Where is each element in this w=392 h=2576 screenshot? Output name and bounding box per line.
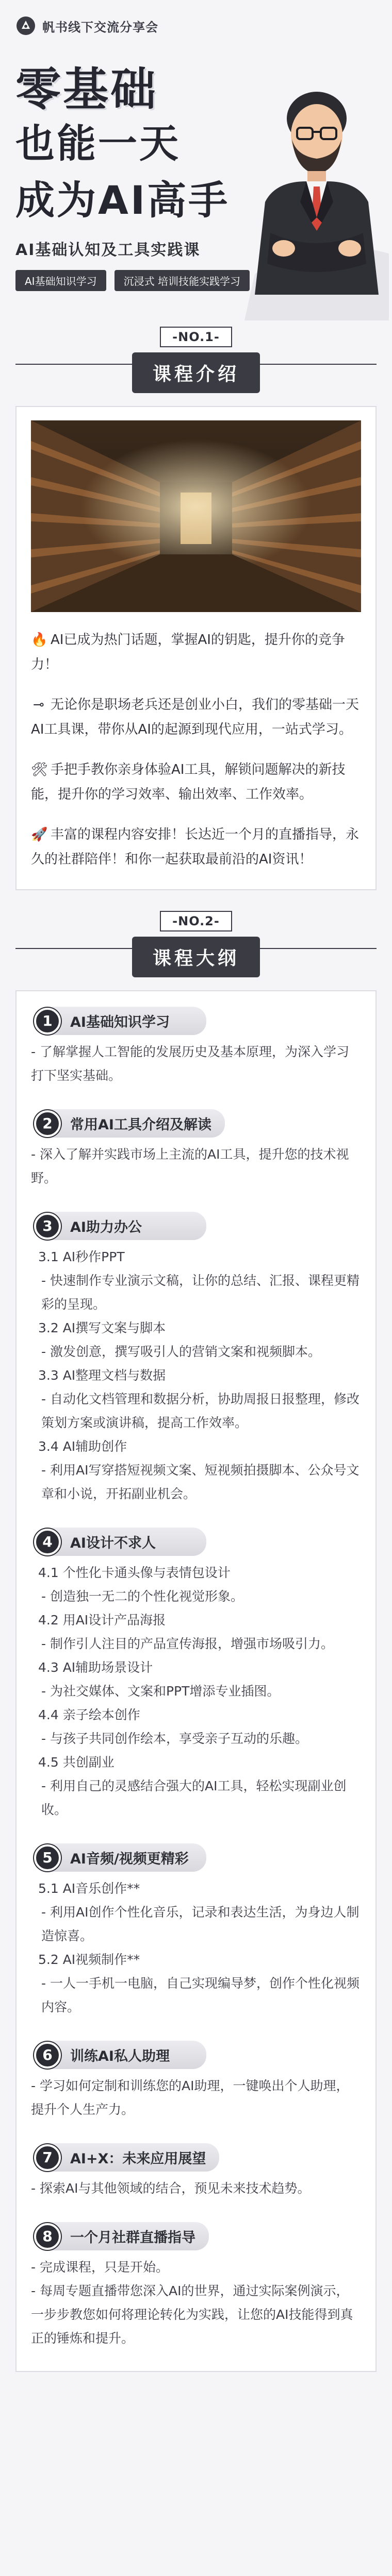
module-header [34,1843,361,1872]
section-intro-heading [0,318,392,406]
outline-module [31,1007,361,1088]
outline-module [31,2041,361,2122]
module-title: AI助力办公 [52,1212,206,1240]
submodule-title: 5.1 AI音乐创作** [38,1881,140,1896]
hero-tag: 沉浸式 培训技能实践学习 [115,270,250,291]
section-number: -NO.1- [160,327,232,347]
intro-paragraph [31,628,361,677]
submodule-description: - 利用AI写穿搭短视频文案、短视频拍摄脚本、公众号文章和小说，开拓副业机会。 [41,1463,360,1501]
section-title: 课程介绍 [132,352,260,393]
hero [0,40,392,318]
brand-logo-icon [15,15,36,36]
module-title: 训练AI私人助理 [52,2041,206,2069]
submodule-description: - 与孩子共同创作绘本，享受亲子互动的乐趣。 [41,1731,308,1746]
submodule-description: - 创造独一无二的个性化视觉形象。 [41,1589,243,1604]
submodule-description: - 快速制作专业演示文稿，让你的总结、汇报、课程更精彩的呈现。 [41,1273,360,1312]
module-title: AI基础知识学习 [52,1007,206,1035]
submodule-title: 3.1 AI秒作PPT [38,1249,125,1264]
module-header [34,2222,361,2250]
module-header [34,1109,361,1138]
module-description: - 探索AI与其他领域的结合，预见未来技术趋势。 [31,2181,311,2196]
module-number-badge: 2 [34,1110,61,1137]
hero-tag: AI基础知识学习 [15,270,106,291]
module-header [34,1007,361,1035]
module-description: - 学习如何定制和训练您的AI助理，一键唤出个人助理，提升个人生产力。 [31,2078,349,2117]
hero-tags [15,270,250,291]
submodule-description: - 激发创意，撰写吸引人的营销文案和视频脚本。 [41,1344,321,1359]
module-number-badge: 1 [34,1008,61,1035]
brand-name: 帆书线下交流分享会 [42,20,158,35]
section-outline-heading [0,903,392,990]
outline-module [31,1212,361,1506]
submodule-title: 4.2 用AI设计产品海报 [38,1613,166,1628]
module-title: 常用AI工具介绍及解读 [52,1109,225,1138]
submodule-title: 3.2 AI撰写文案与脚本 [38,1320,166,1335]
module-number-badge: 3 [34,1213,61,1240]
outline-module [31,2222,361,2350]
module-number-badge: 7 [34,2144,61,2171]
key-icon: ⊸ [33,697,44,713]
outline-module [31,2143,361,2200]
intro-text: AI已成为热门话题，掌握AI的钥匙，提升你的竞争力！ [31,632,345,672]
intro-paragraph [31,692,361,742]
submodule-title: 3.4 AI辅助创作 [38,1439,127,1454]
hero-title-line-2: 也能一天 [15,121,181,166]
submodule-title: 5.2 AI视频制作** [38,1952,140,1967]
hero-title-line-3: 成为AI高手 [15,177,230,223]
intro-paragraph [31,757,361,807]
submodule-description: - 制作引人注目的产品宣传海报，增强市场吸引力。 [41,1636,334,1651]
submodule-title: 4.1 个性化卡通头像与表情包设计 [38,1565,231,1580]
outline-module [31,1109,361,1190]
module-number-badge: 5 [34,1844,61,1871]
intro-paragraph [31,822,361,872]
submodule-title: 3.3 AI整理文档与数据 [38,1368,166,1383]
module-description: - 了解掌握人工智能的发展历史及基本原理，为深入学习打下坚实基础。 [31,1044,349,1083]
rocket-icon: 🚀 [31,827,48,842]
outline-module [31,1843,361,2019]
submodule-description: - 利用自己的灵感结合强大的AI工具，轻松实现副业创收。 [41,1778,347,1817]
module-title: AI设计不求人 [52,1528,206,1556]
submodule-title: 4.3 AI辅助场景设计 [38,1660,153,1675]
submodule-title: 4.4 亲子绘本创作 [38,1707,140,1722]
module-header [34,1212,361,1240]
module-number-badge: 4 [34,1529,61,1555]
module-number-badge: 6 [34,2042,61,2069]
submodule-description: - 自动化文档管理和数据分析，协助周报日报整理，修改策划方案或演讲稿，提高工作效率。 [41,1392,360,1430]
outline-module [31,1528,361,1822]
module-header [34,2041,361,2069]
hero-subtitle: AI基础认知及工具实践课 [15,241,201,259]
section-number: -NO.2- [160,911,232,931]
submodule-description: - 一人一手机一电脑，自己实现编导梦，创作个性化视频内容。 [41,1976,360,2014]
businessman-illustration [234,78,389,320]
submodule-description: - 为社交媒体、文案和PPT增添专业插图。 [41,1684,280,1699]
module-title: AI音频/视频更精彩 [52,1843,206,1872]
outline-card [15,990,377,2372]
intro-text: 丰富的课程内容安排！长达近一个月的直播指导，永久的社群陪伴！和你一起获取最前沿的AI资讯！ [31,827,360,867]
submodule-title: 4.5 共创副业 [38,1755,115,1770]
module-number-badge: 8 [34,2223,61,2250]
submodule-description: - 利用AI创作个性化音乐，记录和表达生活，为身边人制造惊喜。 [41,1905,360,1943]
intro-text: 手把手教你亲身体验AI工具，解锁问题解决的新技能，提升你的学习效率、输出效率、工作效率。 [31,762,346,802]
intro-card [15,406,377,890]
brand-row [0,0,392,40]
module-title: 一个月社群直播指导 [52,2222,209,2250]
library-photo [31,420,361,612]
hero-title-line-1: 零基础 [15,63,158,116]
module-title: AI+X：未来应用展望 [52,2143,219,2172]
fire-icon: 🔥 [31,632,48,648]
module-header [34,2143,361,2172]
intro-text: 无论你是职场老兵还是创业小白，我们的零基础一天AI工具课，带你从AI的起源到现代应用，一站式学习。 [31,697,360,737]
tools-icon: 🛠 [31,762,48,777]
module-description: - 完成课程，只是开始。 - 每周专题直播带您深入AI的世界，通过实际案例演示，一步步教您如何将理论转化为实践，让您的AI技能得到真正的锤炼和提升。 [31,2260,353,2346]
section-title: 课程大纲 [132,937,260,977]
module-header [34,1528,361,1556]
module-description: - 深入了解并实践市场上主流的AI工具，提升您的技术视野。 [31,1147,349,1185]
